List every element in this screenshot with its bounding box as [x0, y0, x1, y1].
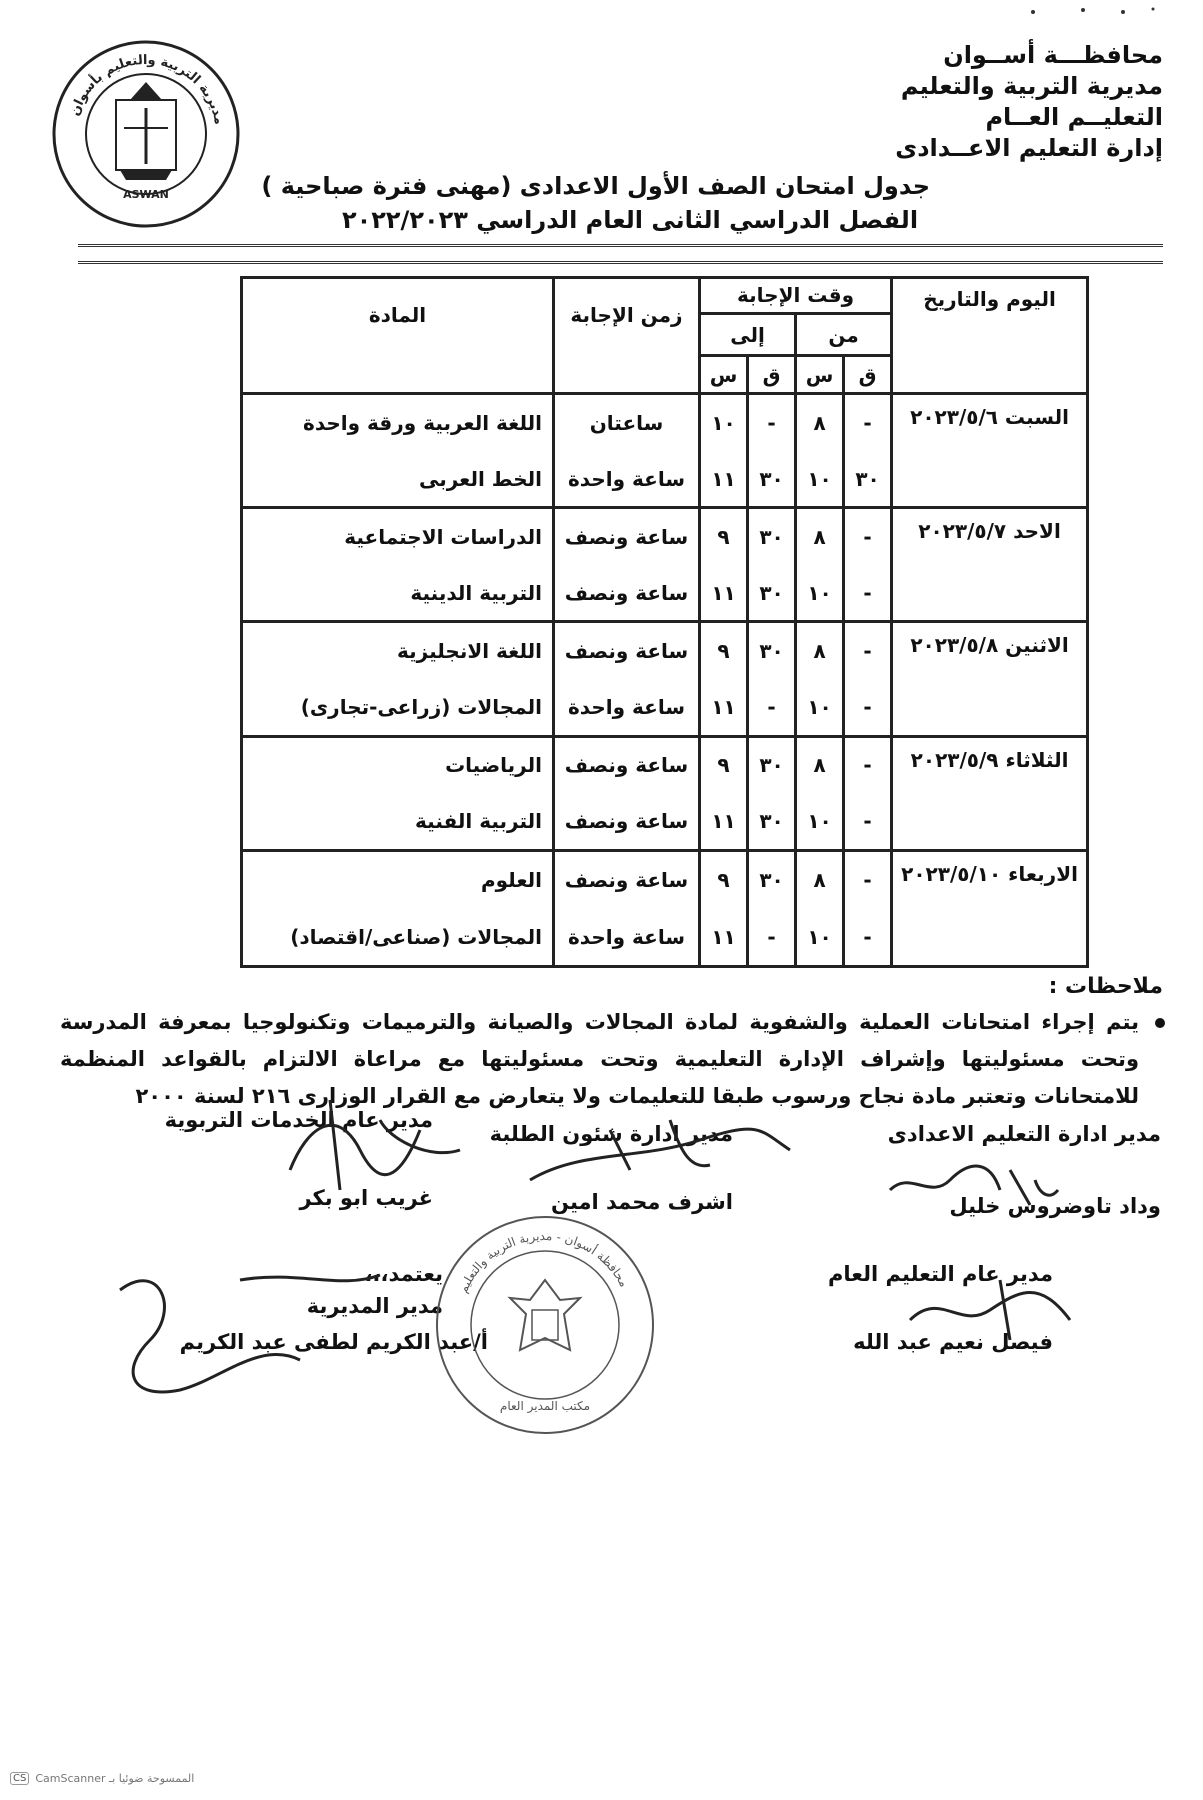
approve-label: يعتمد،،،	[364, 1262, 443, 1286]
governorate: محافظـــة أســوان	[943, 41, 1163, 69]
stamp-bottom-text: مكتب المدير العام	[499, 1399, 591, 1413]
notes-label: ملاحظات :	[1048, 974, 1163, 999]
from-hour: ١٠	[807, 580, 832, 605]
from-min: -	[863, 411, 872, 435]
from-hour: ١٠	[807, 466, 832, 491]
to-min: ٣٠	[759, 753, 784, 778]
table-row	[242, 736, 1088, 850]
subject: المجالات (زراعى-تجارى)	[300, 694, 542, 719]
scan-specks	[1023, 4, 1163, 18]
header-subject: المادة	[242, 278, 554, 394]
from-hour: ١٠	[807, 924, 832, 949]
sig-name-edu-services: غريب ابو بكر	[299, 1186, 433, 1210]
to-hour: ٩	[717, 868, 730, 893]
to-hour: ٩	[717, 639, 730, 664]
duration: ساعة ونصف	[564, 525, 689, 550]
to-hour: ١١	[711, 580, 736, 605]
from-min: -	[863, 868, 872, 893]
subject: الدراسات الاجتماعية	[344, 525, 542, 550]
header-to: إلى	[700, 313, 796, 355]
from-hour: ٨	[813, 411, 826, 435]
to-min: -	[767, 924, 776, 949]
sig-title-director: مدير المديرية	[306, 1294, 443, 1318]
table-row	[242, 622, 1088, 736]
svg-text:محافظة أسوان - مديرية التربية	[456, 1229, 631, 1295]
exam-schedule-table	[240, 276, 1089, 968]
to-hour: ١١	[711, 808, 736, 833]
camscanner-text: CamScanner الممسوحة ضوئيا بـ	[35, 1772, 195, 1785]
bullet-icon	[1155, 1018, 1165, 1028]
to-min: -	[767, 411, 776, 435]
seal-label: ASWAN	[123, 188, 169, 201]
header-day-date: اليوم والتاريخ	[892, 278, 1088, 394]
to-min: ٣٠	[759, 639, 784, 664]
subject: المجالات (صناعى/اقتصاد)	[290, 924, 542, 949]
camscanner-badge: CS	[10, 1772, 29, 1785]
duration: ساعة ونصف	[564, 808, 689, 833]
sig-name-student-affairs: اشرف محمد امين	[551, 1190, 733, 1214]
from-hour: ٨	[813, 753, 826, 778]
header-to-min: ق	[748, 356, 796, 394]
day-date: الاحد ٢٠٢٣/٥/٧	[892, 508, 1088, 622]
from-hour: ٨	[813, 525, 826, 550]
directorate-seal-logo	[50, 38, 242, 230]
admin-office: إدارة التعليم الاعــدادى	[895, 134, 1163, 162]
header-to-hour: س	[700, 356, 748, 394]
from-hour: ١٠	[807, 808, 832, 833]
day-date: الاثنين ٢٠٢٣/٥/٨	[892, 622, 1088, 736]
duration: ساعة ونصف	[564, 753, 689, 778]
subject: الرياضيات	[445, 753, 542, 778]
sig-name-general-edu: فيصل نعيم عبد الله	[853, 1330, 1053, 1354]
duration: ساعة واحدة	[568, 924, 685, 949]
to-min: -	[767, 694, 776, 719]
sig-name-director: أ/عبد الكريم لطفى عبد الكريم	[179, 1330, 488, 1354]
duration: ساعة ونصف	[564, 580, 689, 605]
stamp-text: محافظة أسوان - مديرية التربية والتعليم	[455, 1228, 632, 1295]
from-min: -	[863, 639, 872, 664]
separator	[78, 244, 1163, 264]
day-date: الاربعاء ٢٠٢٣/٥/١٠	[892, 850, 1088, 966]
letterhead	[733, 40, 1163, 164]
notes	[60, 1004, 1163, 1115]
subject: اللغة العربية ورقة واحدة	[303, 411, 542, 435]
from-hour: ٨	[813, 868, 826, 893]
to-min: ٣٠	[759, 868, 784, 893]
from-min: -	[863, 808, 872, 833]
header-duration: زمن الإجابة	[554, 278, 700, 394]
sig-title-general-edu: مدير عام التعليم العام	[828, 1262, 1053, 1286]
from-hour: ١٠	[807, 694, 832, 719]
sig-title-student-affairs: مدير ادارة شئون الطلبة	[489, 1122, 733, 1146]
to-hour: ١٠	[711, 411, 736, 435]
doc-title-line2: الفصل الدراسي الثانى العام الدراسي ٢٠٢٢/٢٠٢٣	[341, 206, 919, 234]
table-row	[242, 850, 1088, 966]
scanner-footer	[10, 1772, 194, 1785]
duration: ساعة ونصف	[564, 868, 689, 893]
from-min: -	[863, 924, 872, 949]
general-education: التعليــم العــام	[985, 103, 1163, 131]
from-min: -	[863, 753, 872, 778]
from-min: -	[863, 525, 872, 550]
sig-name-prep-admin: وداد تاوضروس خليل	[949, 1194, 1161, 1218]
header-from-min: ق	[844, 356, 892, 394]
day-date: الثلاثاء ٢٠٢٣/٥/٩	[892, 736, 1088, 850]
directorate: مديرية التربية والتعليم	[900, 72, 1163, 100]
to-min: ٣٠	[759, 466, 784, 491]
sig-title-edu-services: مدير عام الخدمات التربوية	[164, 1108, 433, 1132]
from-hour: ٨	[813, 639, 826, 664]
to-hour: ١١	[711, 466, 736, 491]
to-min: ٣٠	[759, 525, 784, 550]
from-min: -	[863, 580, 872, 605]
table-row	[242, 394, 1088, 508]
header-answer-time: وقت الإجابة	[700, 278, 892, 314]
to-hour: ١١	[711, 924, 736, 949]
header-from-hour: س	[796, 356, 844, 394]
notes-text: يتم إجراء امتحانات العملية والشفوية لمادة المجالات والصيانة والترميمات وتكنولوجيا بمعرفة المدرسة وتحت مسئوليتها وإشراف الإدارة التعليمية وتحت مسئوليتها مع مراعاة الالتزام بالقواعد المنظمة للامتحانات وتعتبر مادة نجاح ورسوب طبقا للتعليمات ولا يتعارض مع القرار الوزارى ٢١٦ لسنة ٢٠٠٠	[60, 1010, 1139, 1108]
official-stamp	[430, 1210, 660, 1440]
to-hour: ١١	[711, 694, 736, 719]
subject: التربية الدينية	[410, 580, 542, 605]
to-hour: ٩	[717, 753, 730, 778]
subject: اللغة الانجليزية	[397, 639, 542, 664]
from-min: ٣٠	[855, 466, 880, 491]
subject: العلوم	[480, 868, 542, 893]
table-row	[242, 508, 1088, 622]
duration: ساعتان	[589, 411, 664, 435]
duration: ساعة واحدة	[568, 694, 685, 719]
to-min: ٣٠	[759, 808, 784, 833]
duration: ساعة واحدة	[568, 466, 685, 491]
to-min: ٣٠	[759, 580, 784, 605]
sig-title-prep-admin: مدير ادارة التعليم الاعدادى	[887, 1122, 1161, 1146]
doc-title-line1: جدول امتحان الصف الأول الاعدادى (مهنى فترة صباحية )	[261, 172, 930, 200]
header-from: من	[796, 313, 892, 355]
day-date: السبت ٢٠٢٣/٥/٦	[892, 394, 1088, 508]
subject: الخط العربى	[419, 466, 542, 491]
duration: ساعة ونصف	[564, 639, 689, 664]
subject: التربية الفنية	[415, 808, 542, 833]
to-hour: ٩	[717, 525, 730, 550]
from-min: -	[863, 694, 872, 719]
seal-text: مديرية التربية والتعليم بأسوان	[67, 52, 227, 126]
